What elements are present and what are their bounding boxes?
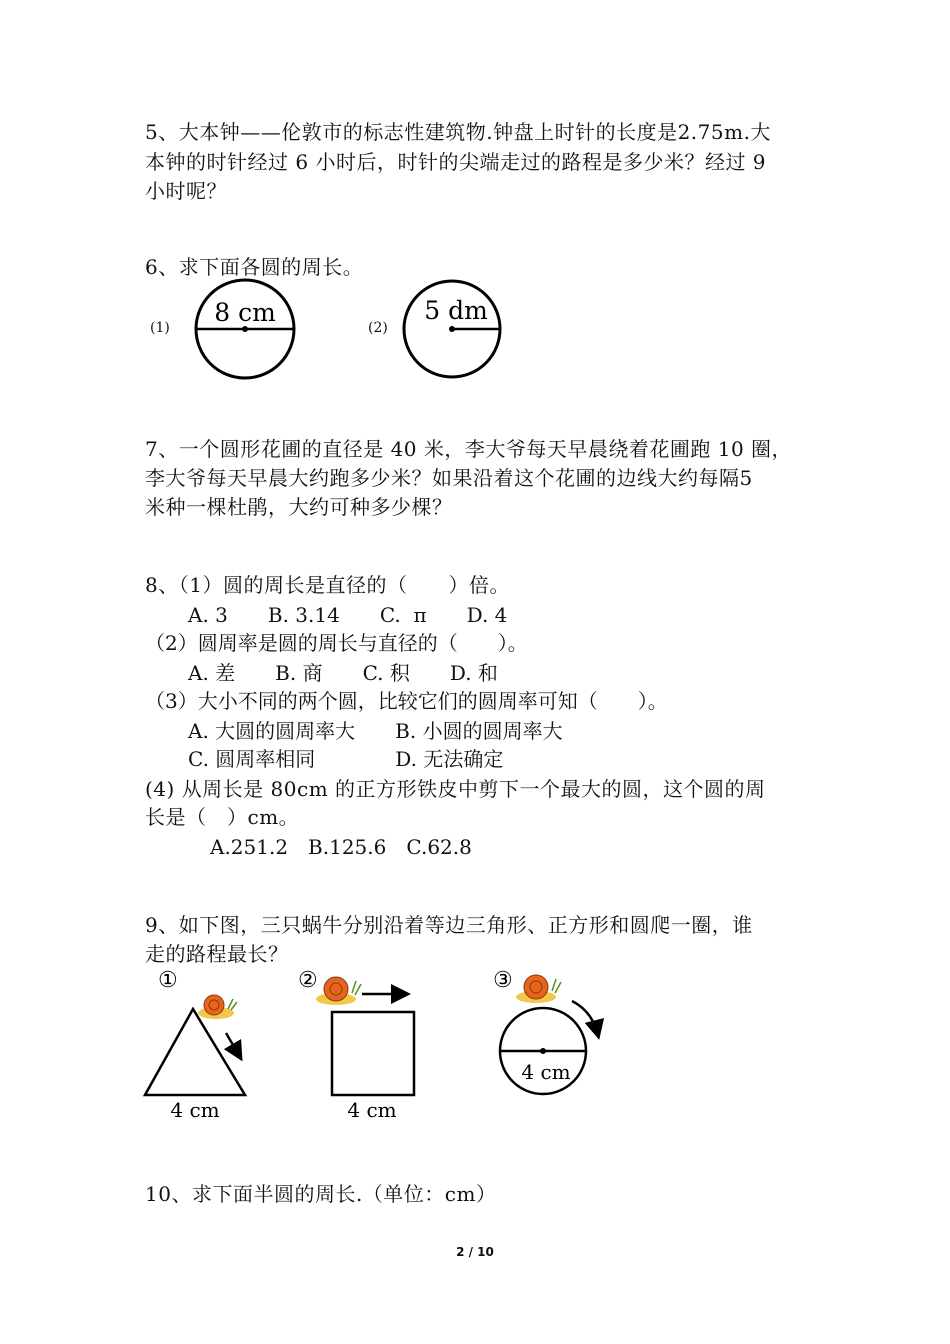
q10-title: 10、求下面半圆的周长.（单位：cm）	[145, 1182, 497, 1206]
q9-shapes-figure	[140, 965, 620, 1125]
page-number: 2 / 10	[456, 1245, 494, 1259]
q9-line-2: 走的路程最长？	[145, 942, 289, 966]
dimension-label-3: 4 cm	[521, 1060, 571, 1084]
q6-radius-label: 5 dm	[424, 296, 488, 325]
q7-line-1: 7、一个圆形花圃的直径是 40 米，李大爷每天早晨绕着花圃跑 10 圈，	[145, 437, 793, 461]
q6-label-2: (2)	[368, 320, 388, 336]
marker-1: ①	[158, 968, 178, 993]
snail-icon	[316, 977, 361, 1005]
marker-2: ②	[298, 968, 318, 993]
snail-icon	[516, 975, 561, 1003]
q6-title: 6、求下面各圆的周长。	[145, 255, 364, 279]
q8-part-4-line-2: 长是（ ）cm。	[145, 805, 300, 829]
q8-part-3: （3）大小不同的两个圆，比较它们的圆周率可知（ ）。	[145, 689, 668, 713]
q5-line-2: 本钟的时针经过 6 小时后，时针的尖端走过的路程是多少米？经过 9	[145, 150, 767, 174]
square-shape	[332, 1012, 414, 1095]
q6-circles-figure	[190, 278, 510, 388]
q8-part-4-line-1: (4) 从周长是 80cm 的正方形铁皮中剪下一个最大的圆，这个圆的周	[145, 777, 766, 801]
q5-line-3: 小时呢？	[145, 179, 227, 203]
q8-part-3-options-1: A. 大圆的圆周率大 B. 小圆的圆周率大	[188, 719, 563, 743]
dimension-label-1: 4 cm	[170, 1098, 220, 1122]
q7-line-3: 米种一棵杜鹃，大约可种多少棵？	[145, 495, 453, 519]
equilateral-triangle	[145, 1009, 245, 1095]
circle-diameter-figure	[196, 280, 294, 378]
q9-line-1: 9、如下图，三只蜗牛分别沿着等边三角形、正方形和圆爬一圈，谁	[145, 913, 753, 937]
q6-label-1: (1)	[150, 320, 170, 336]
q8-part-1: 8、（1）圆的周长是直径的（ ）倍。	[145, 573, 510, 597]
q8-part-3-options-2: C. 圆周率相同 D. 无法确定	[188, 747, 504, 771]
q7-line-2: 李大爷每天早晨大约跑多少米？如果沿着这个花圃的边线大约每隔5	[145, 466, 753, 490]
arrow-icon	[226, 1033, 240, 1057]
arrow-icon	[572, 1001, 598, 1035]
circle-radius-figure	[404, 281, 500, 377]
q8-part-4-options: A.251.2 B.125.6 C.62.8	[210, 835, 472, 859]
q8-part-1-options: A. 3 B. 3.14 C. π D. 4	[188, 603, 508, 627]
q6-diameter-label: 8 cm	[214, 298, 276, 327]
q8-part-2-options: A. 差 B. 商 C. 积 D. 和	[188, 661, 498, 685]
snail-icon	[198, 995, 237, 1019]
marker-3: ③	[493, 968, 513, 993]
q5-line-1: 5、大本钟——伦敦市的标志性建筑物.钟盘上时针的长度是2.75m.大	[145, 120, 771, 144]
dimension-label-2: 4 cm	[347, 1098, 397, 1122]
q8-part-2: （2）圆周率是圆的周长与直径的（ ）。	[145, 631, 528, 655]
